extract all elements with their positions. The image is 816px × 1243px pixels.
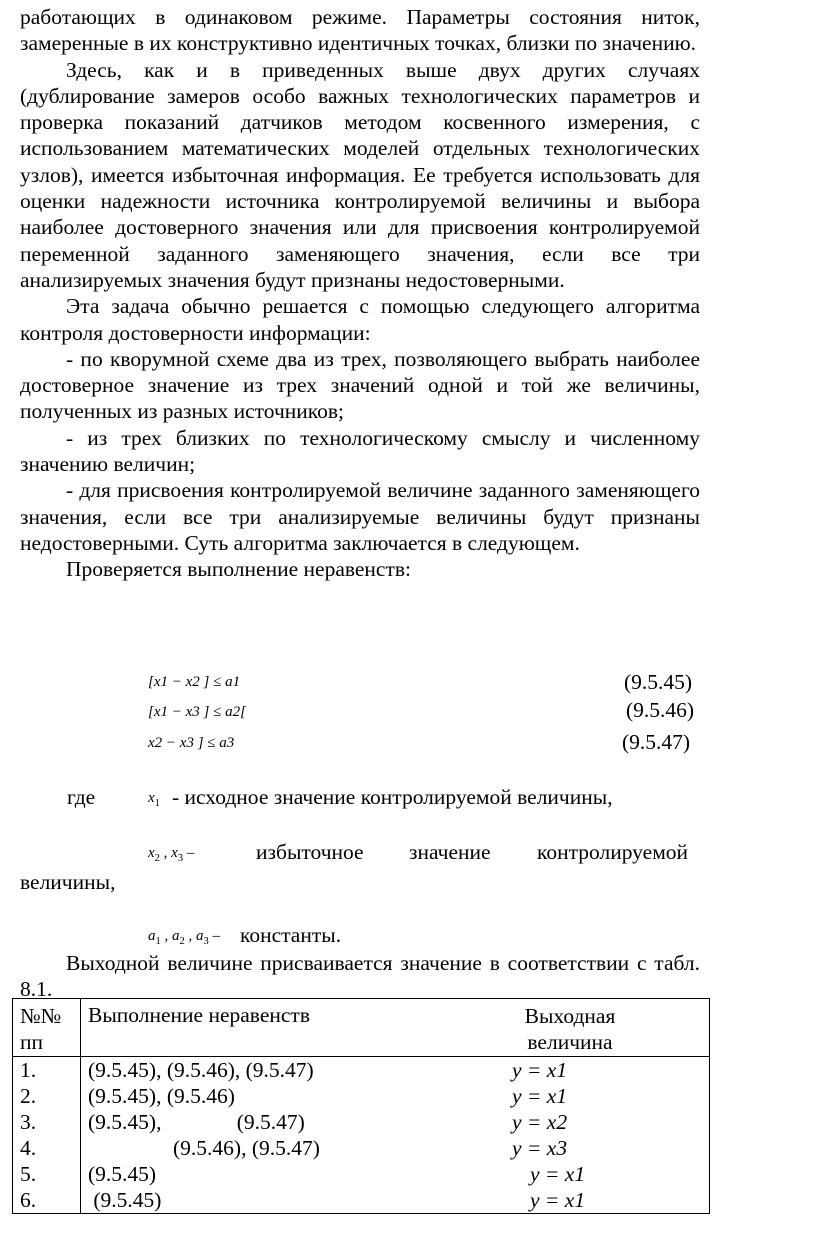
paragraph-4: - по кворумной схеме два из трех, позволяющего выбрать наиболее достоверное значение из трех значений одной и той же величины, полученных из разных источников; bbox=[20, 346, 700, 424]
x23-word-2: значение bbox=[409, 840, 491, 864]
row-number: 1. bbox=[20, 1058, 37, 1082]
row-conditions: (9.5.46), (9.5.47) bbox=[173, 1136, 320, 1160]
table-header-conditions: Выполнение неравенств bbox=[88, 1003, 310, 1027]
row-number: 3. bbox=[20, 1110, 37, 1134]
equation-number-3: (9.5.47) bbox=[622, 730, 691, 754]
row-conditions: (9.5.45), (9.5.46), (9.5.47) bbox=[88, 1058, 314, 1082]
row-conditions: (9.5.45), (9.5.46) bbox=[88, 1084, 235, 1108]
row-output: y = x3 bbox=[512, 1136, 568, 1160]
row-number: 5. bbox=[20, 1162, 37, 1186]
a-symbols: $a_1$ , $a_2$ , $a_3$ – bbox=[148, 928, 220, 947]
table-header-number: №№ пп bbox=[20, 1004, 62, 1054]
equation-2: [x1 − x3 ] ≤ a2[ bbox=[148, 704, 246, 720]
x1-description: - исходное значение контролируемой величины, bbox=[172, 785, 613, 809]
table-header-output: Выходная величина bbox=[524, 1004, 616, 1054]
row-output: y = x1 bbox=[530, 1188, 586, 1212]
table-header-divider bbox=[12, 1056, 710, 1057]
paragraph-6: - для присвоения контролируемой величине заданного заменяющего значения, если все три анализируемые величины будут признаны недостоверными. Суть алгоритма заключается в следующем. bbox=[20, 478, 700, 555]
row-number: 2. bbox=[20, 1084, 37, 1108]
paragraph-7: Проверяется выполнение неравенств: bbox=[66, 557, 411, 582]
x1-symbol: $x_1$ bbox=[148, 790, 160, 809]
row-conditions: (9.5.45) bbox=[88, 1188, 162, 1212]
paragraph-3: Эта задача обычно решается с помощью следующего алгоритма контроля достоверности информации: bbox=[20, 294, 700, 345]
paragraph-5: - из трех близких по технологическому смыслу и численному значению величин; bbox=[20, 425, 700, 477]
document-body bbox=[20, 4, 700, 583]
row-number: 4. bbox=[20, 1136, 37, 1160]
x2-x3-symbols: $x_2$ , $x_3$ – bbox=[148, 845, 195, 864]
where-label: где bbox=[67, 785, 96, 809]
row-output: y = x1 bbox=[512, 1084, 568, 1108]
equation-3: x2 − x3 ] ≤ a3 bbox=[148, 735, 235, 751]
row-output: y = x2 bbox=[512, 1110, 568, 1134]
table-column-divider bbox=[80, 998, 81, 1214]
paragraph-2: Здесь, как и в приведенных выше двух других случаях (дублирование замеров особо важных технологических параметров и проверка показаний датчиков методом косвенного измерения, с использованием математических моделей отдельных технологических узлов), имеется избыточная информация. Ее требуется использовать для оценки надежности источника контролируемой величины и выбора наиболее достоверного значения или для присвоения контролируемой переменной заданного заменяющего значения, если все три анализируемых значения будут признаны недостоверными. bbox=[20, 57, 700, 292]
equation-number-1: (9.5.45) bbox=[624, 670, 693, 694]
paragraph-1: работающих в одинаковом режиме. Параметры состояния ниток, замеренные в их конструктивно идентичных точках, близки по значению. bbox=[20, 5, 700, 56]
equation-1: [x1 − x2 ] ≤ a1 bbox=[148, 674, 241, 690]
x23-word-1: избыточное bbox=[256, 840, 364, 864]
row-number: 6. bbox=[20, 1188, 37, 1212]
x23-word-3: контролируемой bbox=[537, 840, 689, 864]
row-output: y = x1 bbox=[530, 1162, 586, 1186]
after-paragraph: Выходной величине присваивается значение в соответствии с табл. 8.1. bbox=[20, 951, 700, 1002]
row-conditions: (9.5.45), (9.5.47) bbox=[88, 1110, 305, 1134]
x23-continuation: величины, bbox=[20, 870, 116, 894]
equation-number-2: (9.5.46) bbox=[626, 698, 695, 722]
row-output: y = x1 bbox=[512, 1058, 568, 1082]
row-conditions: (9.5.45) bbox=[88, 1162, 157, 1186]
a-description: константы. bbox=[240, 923, 342, 947]
